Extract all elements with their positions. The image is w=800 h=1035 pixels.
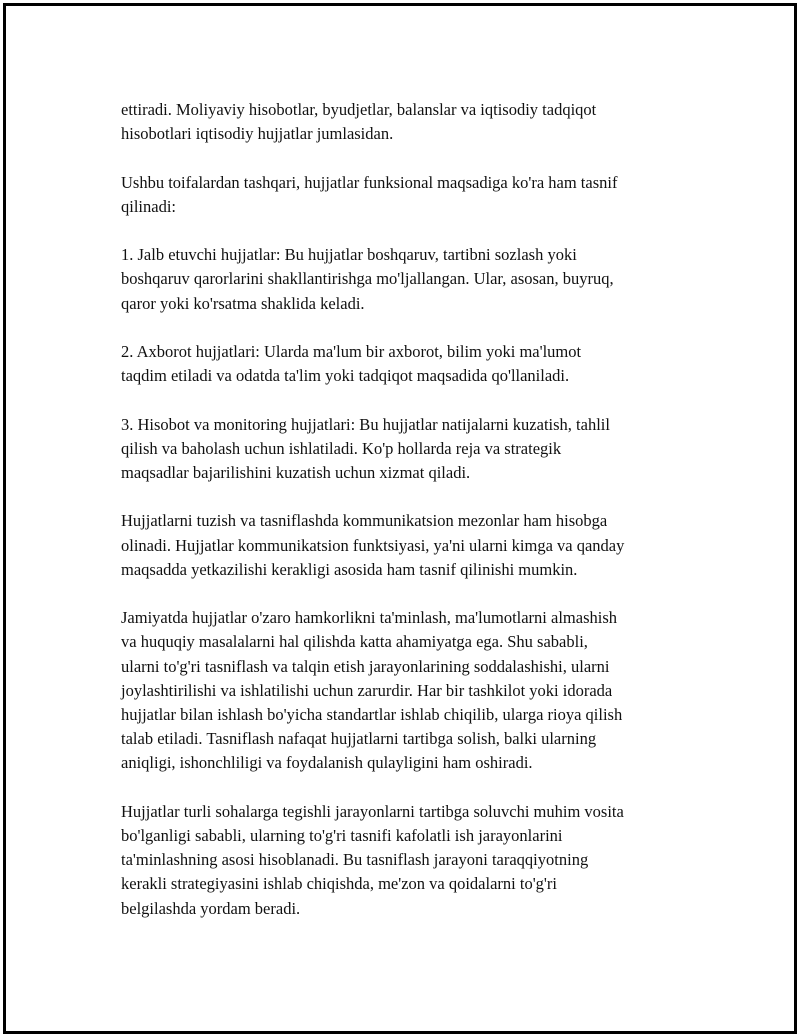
text-line: ettiradi. Moliyaviy hisobotlar, byudjetlar, balanslar va iqtisodiy tadqiqot: [121, 100, 597, 119]
text-line: Hujjatlar turli sohalarga tegishli jarayonlarni tartibga soluvchi muhim vosita: [121, 801, 624, 821]
text-line: hujjatlar bilan ishlash bo'yicha standartlar ishlab chiqilib, ularga rioya qilish: [121, 704, 623, 724]
text-line: qilinadi:: [121, 196, 176, 216]
text-line: qaror yoki ko'rsatma shaklida keladi.: [121, 293, 365, 313]
paragraph-4-list-item-2: [121, 340, 721, 388]
text-line: taqdim etiladi va odatda ta'lim yoki tadqiqot maqsadida qo'llaniladi.: [121, 366, 570, 386]
text-line: hisobotlari iqtisodiy hujjatlar jumlasidan.: [121, 124, 394, 144]
text-line: kerakli strategiyasini ishlab chiqishda, me'zon va qoidalarni to'g'ri: [121, 874, 557, 894]
text-line: aniqligi, ishonchliligi va foydalanish qulayligini ham oshiradi.: [121, 753, 533, 773]
text-line: boshqaruv qarorlarini shakllantirishga mo'ljallangan. Ular, asosan, buyruq,: [121, 269, 614, 289]
text-line: belgilashda yordam beradi.: [121, 898, 301, 918]
text-line: 1. Jalb etuvchi hujjatlar: Bu hujjatlar boshqaruv, tartibni sozlash yoki: [121, 245, 577, 265]
text-line: Hujjatlarni tuzish va tasniflashda kommunikatsion mezonlar ham hisobga: [121, 511, 608, 531]
paragraph-6: [121, 509, 721, 582]
paragraph-5-list-item-3: [121, 413, 721, 486]
text-line: Ushbu toifalardan tashqari, hujjatlar funksional maqsadiga ko'ra ham tasnif: [121, 172, 618, 192]
text-line: qilish va baholash uchun ishlatiladi. Ko'p hollarda reja va strategik: [121, 438, 562, 458]
paragraph-8: [121, 800, 721, 921]
text-line: 3. Hisobot va monitoring hujjatlari: Bu hujjatlar natijalarni kuzatish, tahlil: [121, 414, 610, 434]
text-line: bo'lganligi sababli, ularning to'g'ri tasnifi kafolatli ish jarayonlarini: [121, 825, 563, 845]
text-line: olinadi. Hujjatlar kommunikatsion funktsiyasi, ya'ni ularni kimga va qanday: [121, 535, 625, 555]
paragraph-3-list-item-1: [121, 243, 721, 316]
text-line: joylashtirilishi va ishlatilishi uchun zarurdir. Har bir tashkilot yoki idorada: [121, 680, 613, 700]
text-line: maqsadda yetkazilishi kerakligi asosida ham tasnif qilinishi mumkin.: [121, 559, 578, 579]
paragraph-7: [121, 606, 721, 775]
paragraph-1: [121, 98, 721, 146]
text-line: Jamiyatda hujjatlar o'zaro hamkorlikni ta'minlash, ma'lumotlarni almashish: [121, 608, 618, 628]
text-line: ta'minlashning asosi hisoblanadi. Bu tasniflash jarayoni taraqqiyotning: [121, 850, 589, 870]
document-body: [121, 98, 721, 945]
text-line: maqsadlar bajarilishini kuzatish uchun xizmat qiladi.: [121, 462, 471, 482]
text-line: talab etiladi. Tasniflash nafaqat hujjatlarni tartibga solish, balki ularning: [121, 729, 597, 749]
text-line: ularni to'g'ri tasniflash va talqin etish jarayonlarining soddalashishi, ularni: [121, 656, 610, 676]
text-line: 2. Axborot hujjatlari: Ularda ma'lum bir axborot, bilim yoki ma'lumot: [121, 341, 582, 361]
paragraph-2: [121, 171, 721, 219]
text-line: va huquqiy masalalarni hal qilishda katta ahamiyatga ega. Shu sababli,: [121, 632, 588, 652]
page-frame: [3, 3, 797, 1034]
